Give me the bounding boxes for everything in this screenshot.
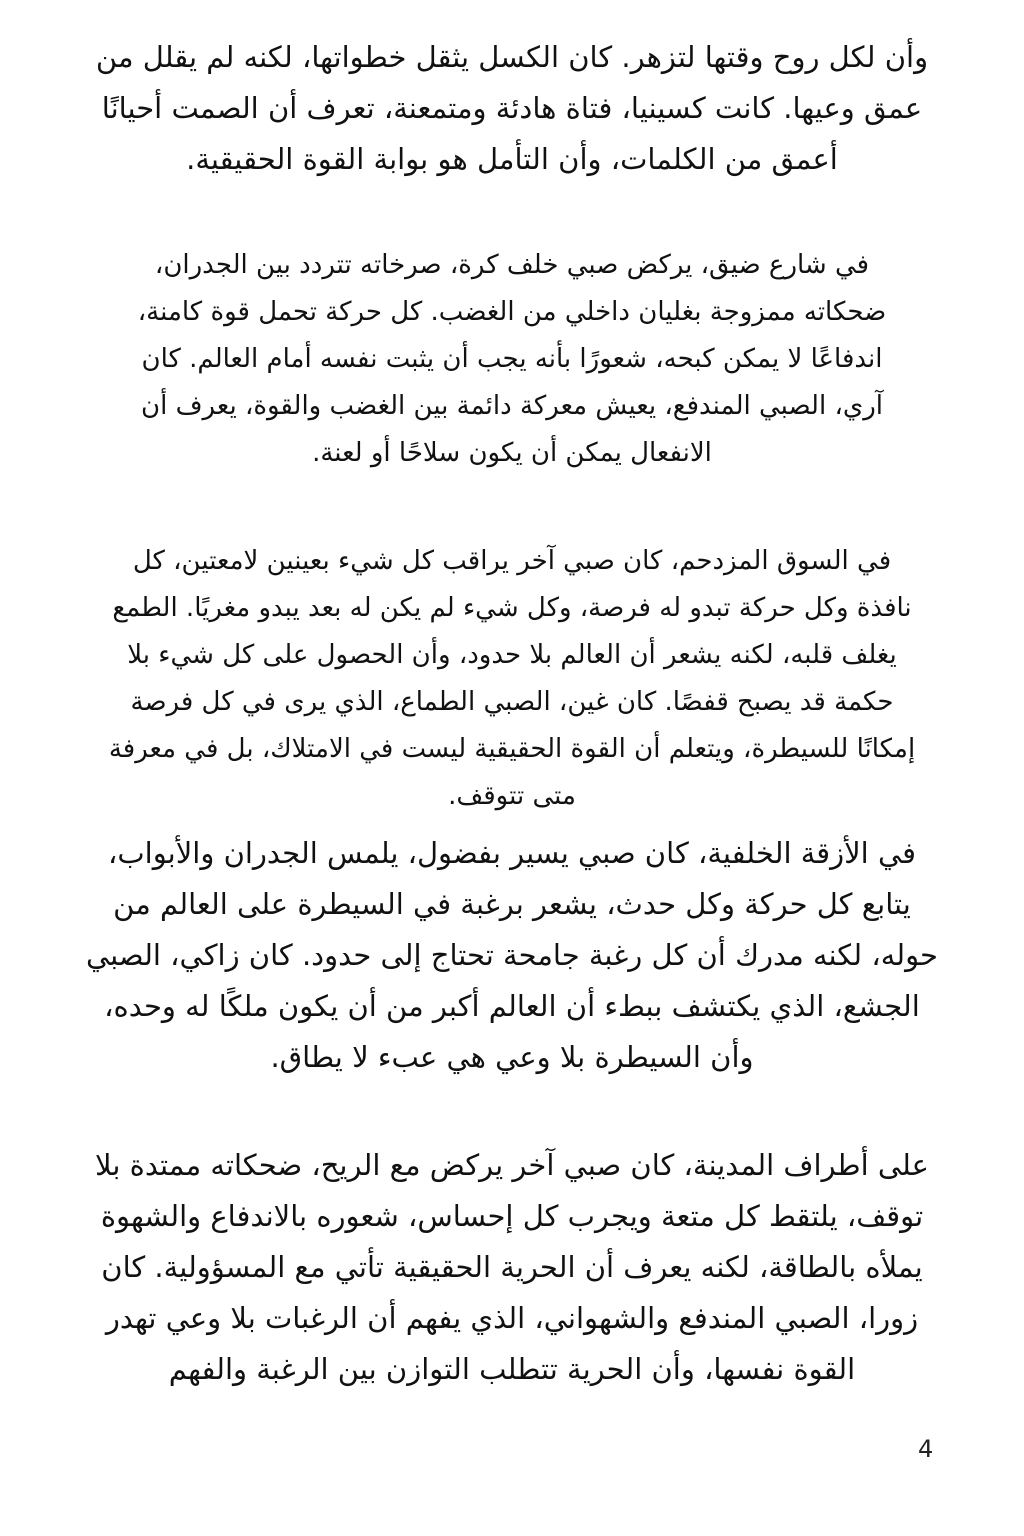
text-line: على أطراف المدينة، كان صبي آخر يركض مع الريح، ضحكاته ممتدة بلا	[95, 1148, 929, 1182]
text-line: يتابع كل حركة وكل حدث، يشعر برغبة في السيطرة على العالم من	[113, 887, 911, 921]
text-line: توقف، يلتقط كل متعة ويجرب كل إحساس، شعوره بالاندفاع والشهوة	[100, 1199, 924, 1233]
text-line: وأن لكل روح وقتها لتزهر. كان الكسل يثقل خطواتها، لكنه لم يقلل من	[95, 40, 929, 74]
text-line: متى تتوقف.	[448, 781, 576, 811]
text-line: آري، الصبي المندفع، يعيش معركة دائمة بين الغضب والقوة، يعرف أن	[141, 391, 883, 421]
text-line: ضحكاته ممزوجة بغليان داخلي من الغضب. كل حركة تحمل قوة كامنة،	[137, 297, 887, 327]
paragraph-5	[0, 1140, 1024, 1395]
text-line: وأن السيطرة بلا وعي هي عبء لا يطاق.	[270, 1040, 754, 1074]
text-line: في الأزقة الخلفية، كان صبي يسير بفضول، يلمس الجدران والأبواب،	[107, 836, 916, 870]
text-line: في شارع ضيق، يركض صبي خلف كرة، صرخاته تتردد بين الجدران،	[154, 250, 870, 280]
text-line: في السوق المزدحم، كان صبي آخر يراقب كل شيء بعينين لامعتين، كل	[132, 546, 892, 576]
text-line: القوة نفسها، وأن الحرية تتطلب التوازن بين الرغبة والفهم	[168, 1352, 856, 1386]
text-line: اندفاعًا لا يمكن كبحه، شعورًا بأنه يجب أن يثبت نفسه أمام العالم. كان	[141, 344, 883, 374]
paragraph-4	[0, 828, 1024, 1083]
text-line: زورا، الصبي المندفع والشهواني، الذي يفهم أن الرغبات بلا وعي تهدر	[105, 1301, 919, 1335]
paragraph-1	[0, 32, 1024, 185]
paragraph-2	[0, 242, 1024, 477]
paragraph-3	[0, 538, 1024, 820]
page-number: 4	[918, 1435, 934, 1463]
text-line: يغلف قلبه، لكنه يشعر أن العالم بلا حدود، وأن الحصول على كل شيء بلا	[127, 640, 897, 670]
text-line: نافذة وكل حركة تبدو له فرصة، وكل شيء لم يكن له بعد يبدو مغريًا. الطمع	[112, 593, 912, 623]
text-line: الجشع، الذي يكتشف ببطء أن العالم أكبر من أن يكون ملكًا له وحده،	[104, 989, 920, 1023]
text-line: أعمق من الكلمات، وأن التأمل هو بوابة القوة الحقيقية.	[186, 142, 838, 176]
text-line: يملأه بالطاقة، لكنه يعرف أن الحرية الحقيقية تأتي مع المسؤولية. كان	[101, 1250, 923, 1284]
text-line: الانفعال يمكن أن يكون سلاحًا أو لعنة.	[312, 438, 712, 468]
text-line: حكمة قد يصبح قفصًا. كان غين، الصبي الطماع، الذي يرى في كل فرصة	[130, 687, 894, 717]
text-line: حوله، لكنه مدرك أن كل رغبة جامحة تحتاج إلى حدود. كان زاكي، الصبي	[86, 938, 938, 972]
text-line: إمكانًا للسيطرة، ويتعلم أن القوة الحقيقية ليست في الامتلاك، بل في معرفة	[108, 734, 916, 764]
text-line: عمق وعيها. كانت كسينيا، فتاة هادئة ومتمعنة، تعرف أن الصمت أحيانًا	[101, 91, 923, 125]
